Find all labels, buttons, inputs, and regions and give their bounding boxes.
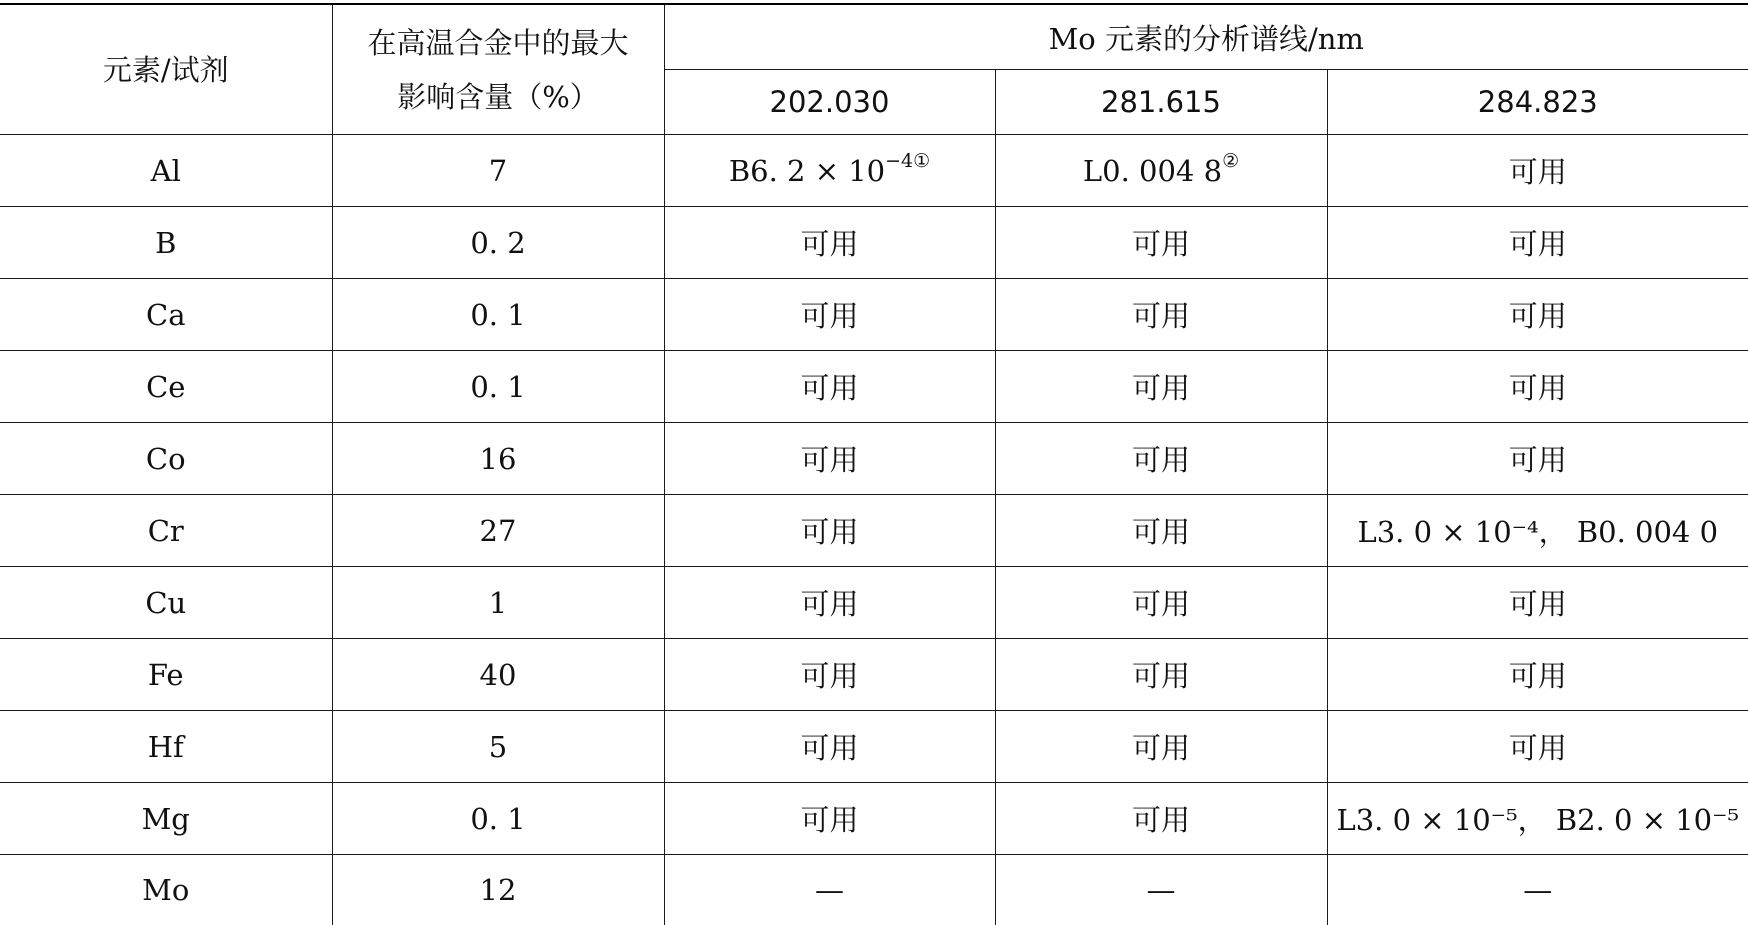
table-row [0,855,1748,925]
cell-max-content [332,567,664,639]
cell-wavelength-3 [1327,567,1748,639]
header-analysis-lines: Mo 元素的分析谱线/nm [664,4,1748,70]
cell-max-content [332,207,664,279]
cell-wavelength-1-text: 可用 [800,227,859,261]
cell-wavelength-1-text: B6. 2 × 10 [728,153,886,188]
cell-max-content [332,855,664,925]
table-body [0,135,1748,925]
cell-wavelength-2-text: 可用 [1131,587,1190,621]
cell-wavelength-3-text: 可用 [1508,731,1567,765]
cell-max-content-text: 40 [479,657,517,692]
cell-wavelength-3 [1327,135,1748,207]
cell-wavelength-1 [664,495,995,567]
header-max-content [332,4,664,135]
cell-max-content-text: 27 [479,513,517,548]
header-wavelength-3: 284.823 [1327,70,1748,135]
cell-element [0,567,332,639]
cell-wavelength-3 [1327,639,1748,711]
cell-max-content-text: 7 [488,153,508,188]
table-row [0,567,1748,639]
cell-wavelength-3-text: 可用 [1508,299,1567,333]
cell-wavelength-3-text: 可用 [1508,371,1567,405]
cell-wavelength-2-text: 可用 [1131,659,1190,693]
cell-wavelength-1 [664,423,995,495]
cell-wavelength-2 [995,495,1327,567]
cell-element [0,711,332,783]
cell-wavelength-1 [664,207,995,279]
cell-max-content-text: 0. 2 [470,225,526,260]
cell-element-text: Al [150,153,181,188]
cell-element-text: B [155,225,177,260]
cell-max-content [332,135,664,207]
table-row [0,351,1748,423]
cell-wavelength-1-text: 可用 [800,443,859,477]
cell-max-content-text: 12 [479,873,517,907]
cell-element [0,135,332,207]
cell-element [0,423,332,495]
interference-table [0,3,1748,925]
cell-max-content-text: 5 [488,729,508,764]
cell-wavelength-3 [1327,351,1748,423]
table-row [0,495,1748,567]
cell-wavelength-3-text: 可用 [1508,587,1567,621]
cell-wavelength-3-text: 可用 [1508,155,1567,189]
cell-element-text: Co [145,441,186,476]
cell-wavelength-1-text: 可用 [800,731,859,765]
table-row [0,639,1748,711]
cell-wavelength-1-text: 可用 [800,371,859,405]
cell-wavelength-1 [664,351,995,423]
cell-wavelength-3 [1327,423,1748,495]
cell-wavelength-1-superscript: −4① [885,149,931,172]
cell-wavelength-2 [995,711,1327,783]
cell-element-text: Ce [146,369,186,404]
cell-max-content [332,639,664,711]
cell-wavelength-2 [995,783,1327,855]
cell-element-text: Hf [147,729,184,764]
cell-wavelength-1 [664,783,995,855]
cell-wavelength-1 [664,711,995,783]
cell-wavelength-3 [1327,207,1748,279]
cell-element-text: Cu [145,585,187,620]
cell-wavelength-3-text: 可用 [1508,659,1567,693]
header-max-content-line1: 在高温合金中的最大 [367,25,629,60]
cell-max-content [332,495,664,567]
cell-max-content [332,279,664,351]
cell-element [0,783,332,855]
header-wavelength-2: 281.615 [995,70,1327,135]
cell-wavelength-2-text: 可用 [1131,227,1190,261]
cell-wavelength-3-text: — [1523,873,1553,907]
table-row [0,207,1748,279]
cell-wavelength-2-superscript: ② [1222,149,1240,172]
header-max-content-line2: 影响含量（%） [397,79,599,114]
cell-max-content-text: 1 [488,585,508,620]
cell-wavelength-1 [664,855,995,925]
table-row [0,783,1748,855]
cell-wavelength-3 [1327,711,1748,783]
cell-wavelength-2 [995,351,1327,423]
cell-wavelength-1 [664,135,995,207]
cell-element [0,855,332,925]
cell-max-content-text: 0. 1 [470,297,526,332]
cell-wavelength-3 [1327,855,1748,925]
cell-wavelength-1-text: 可用 [800,515,859,549]
cell-wavelength-1 [664,639,995,711]
cell-max-content [332,711,664,783]
cell-wavelength-1-text: 可用 [800,587,859,621]
cell-wavelength-3-text: L3. 0 × 10⁻⁵， B2. 0 × 10⁻⁵ [1336,803,1740,837]
cell-wavelength-3-text: 可用 [1508,443,1567,477]
cell-wavelength-2 [995,855,1327,925]
cell-wavelength-1-text: 可用 [800,299,859,333]
cell-element [0,351,332,423]
cell-element-text: Ca [146,297,186,332]
cell-element [0,207,332,279]
header-wavelength-1: 202.030 [664,70,995,135]
cell-max-content-text: 0. 1 [470,801,526,836]
table-row [0,279,1748,351]
cell-wavelength-3 [1327,495,1748,567]
cell-element-text: Fe [147,657,184,692]
cell-wavelength-2 [995,423,1327,495]
table-row [0,711,1748,783]
cell-wavelength-2-text: 可用 [1131,443,1190,477]
cell-element-text: Cr [147,513,184,548]
cell-wavelength-2 [995,639,1327,711]
cell-wavelength-1-text: 可用 [800,803,859,837]
cell-wavelength-3-text: L3. 0 × 10⁻⁴， B0. 004 0 [1357,515,1719,549]
cell-max-content-text: 16 [479,441,517,476]
cell-wavelength-3 [1327,783,1748,855]
header-element: 元素/试剂 [0,4,332,135]
cell-wavelength-2-text: 可用 [1131,515,1190,549]
cell-max-content [332,783,664,855]
cell-wavelength-1 [664,279,995,351]
cell-wavelength-2-text: 可用 [1131,299,1190,333]
cell-wavelength-2-text: 可用 [1131,731,1190,765]
cell-wavelength-3-text: 可用 [1508,227,1567,261]
cell-wavelength-2 [995,135,1327,207]
cell-wavelength-2-text: — [1146,873,1176,907]
cell-wavelength-2-text: 可用 [1131,371,1190,405]
cell-wavelength-2 [995,567,1327,639]
table-row [0,135,1748,207]
cell-wavelength-2 [995,279,1327,351]
cell-element-text: Mo [142,873,190,907]
table-row [0,423,1748,495]
cell-wavelength-1-text: — [815,873,844,907]
cell-wavelength-1 [664,567,995,639]
cell-element [0,639,332,711]
cell-element [0,495,332,567]
cell-element-text: Mg [141,801,190,836]
cell-element [0,279,332,351]
cell-wavelength-2 [995,207,1327,279]
cell-max-content-text: 0. 1 [470,369,526,404]
cell-wavelength-1-text: 可用 [800,659,859,693]
cell-max-content [332,351,664,423]
cell-wavelength-3 [1327,279,1748,351]
cell-wavelength-2-text: L0. 004 8 [1082,153,1223,188]
cell-wavelength-2-text: 可用 [1131,803,1190,837]
cell-max-content [332,423,664,495]
